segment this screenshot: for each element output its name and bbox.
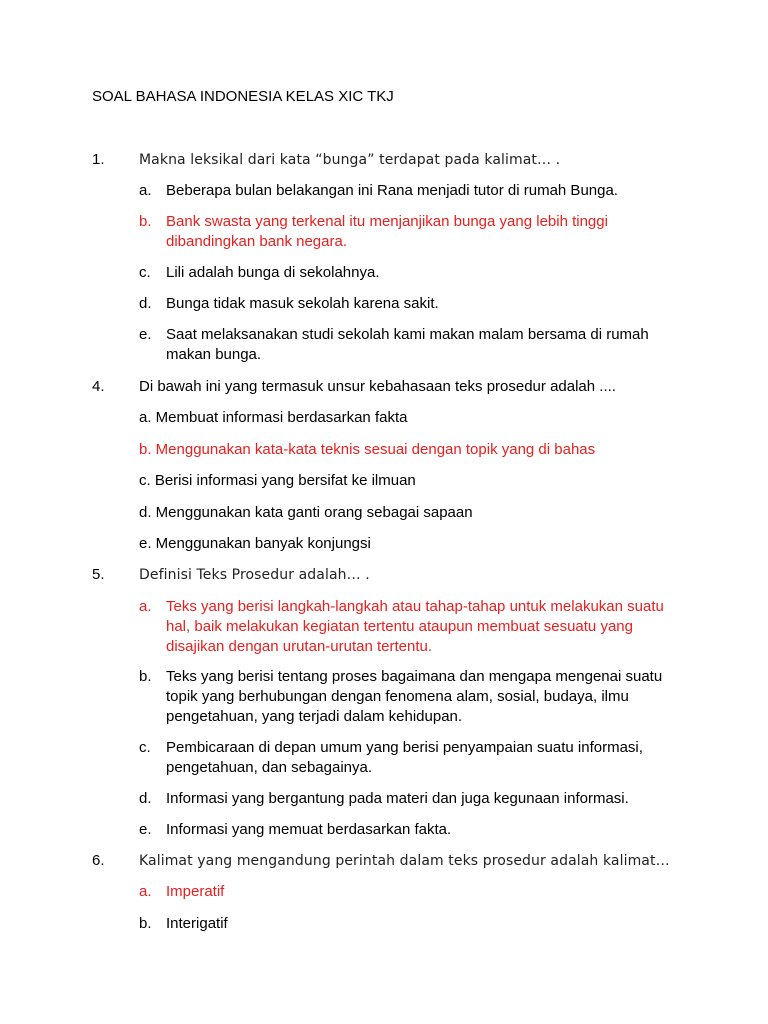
option-text: Teks yang berisi tentang proses bagaimana dan mengapa mengenai suatu topik yang berhubungan dengan fenomena alam, sosial, budaya, ilmu pengetahuan, yang terjadi dalam kehidupan. <box>166 668 663 725</box>
question-number: 5. <box>92 566 105 583</box>
question-text: Definisi Teks Prosedur adalah… . <box>139 567 370 583</box>
question-text: Makna leksikal dari kata “bunga” terdapat pada kalimat… . <box>139 152 561 168</box>
option-letter: d. <box>139 295 152 312</box>
option-letter: d. <box>139 790 152 807</box>
question-number: 6. <box>92 852 105 869</box>
option-text: Saat melaksanakan studi sekolah kami makan malam bersama di rumah makan bunga. <box>166 326 649 363</box>
option-text: d. Menggunakan kata ganti orang sebagai sapaan <box>139 504 473 521</box>
option-letter: a. <box>139 182 152 199</box>
option-letter: e. <box>139 326 152 343</box>
option-text: Bank swasta yang terkenal itu menjanjikan bunga yang lebih tinggi dibandingkan bank negara. <box>166 213 608 250</box>
question-text: Kalimat yang mengandung perintah dalam teks prosedur adalah kalimat… <box>139 853 670 869</box>
question-number: 1. <box>92 151 105 168</box>
question-6 <box>92 851 692 871</box>
question-4 <box>92 377 692 397</box>
option-text: e. Menggunakan banyak konjungsi <box>139 535 371 552</box>
option-text: c. Berisi informasi yang bersifat ke ilmuan <box>139 472 416 489</box>
option-text: Pembicaraan di depan umum yang berisi penyampaian suatu informasi, pengetahuan, dan sebagainya. <box>166 739 643 776</box>
option-text: Beberapa bulan belakangan ini Rana menjadi tutor di rumah Bunga. <box>166 182 618 199</box>
option-letter: a. <box>139 883 152 900</box>
document-title: SOAL BAHASA INDONESIA KELAS XIC TKJ <box>92 88 394 105</box>
option-text: a. Membuat informasi berdasarkan fakta <box>139 409 408 426</box>
option-letter: a. <box>139 598 152 615</box>
option-text: b. Menggunakan kata-kata teknis sesuai dengan topik yang di bahas <box>139 441 596 458</box>
question-text: Di bawah ini yang termasuk unsur kebahasaan teks prosedur adalah .... <box>139 378 616 395</box>
option-text: Interigatif <box>166 915 228 932</box>
option-text: Informasi yang memuat berdasarkan fakta. <box>166 821 452 838</box>
option-letter: b. <box>139 668 152 685</box>
option-text: Imperatif <box>166 883 225 900</box>
option-letter: b. <box>139 213 152 230</box>
option-text: Informasi yang bergantung pada materi dan juga kegunaan informasi. <box>166 790 629 807</box>
option-letter: c. <box>139 739 151 756</box>
question-5 <box>92 565 692 585</box>
option-letter: e. <box>139 821 152 838</box>
option-letter: b. <box>139 915 152 932</box>
option-letter: c. <box>139 264 151 281</box>
question-1 <box>92 150 692 170</box>
option-text: Lili adalah bunga di sekolahnya. <box>166 264 380 281</box>
option-text: Bunga tidak masuk sekolah karena sakit. <box>166 295 439 312</box>
question-number: 4. <box>92 378 105 395</box>
option-text: Teks yang berisi langkah-langkah atau tahap-tahap untuk melakukan suatu hal, baik melakukan kegiatan tertentu ataupun membuat sesuatu yang disajikan dengan urutan-urutan tertentu. <box>166 598 664 655</box>
